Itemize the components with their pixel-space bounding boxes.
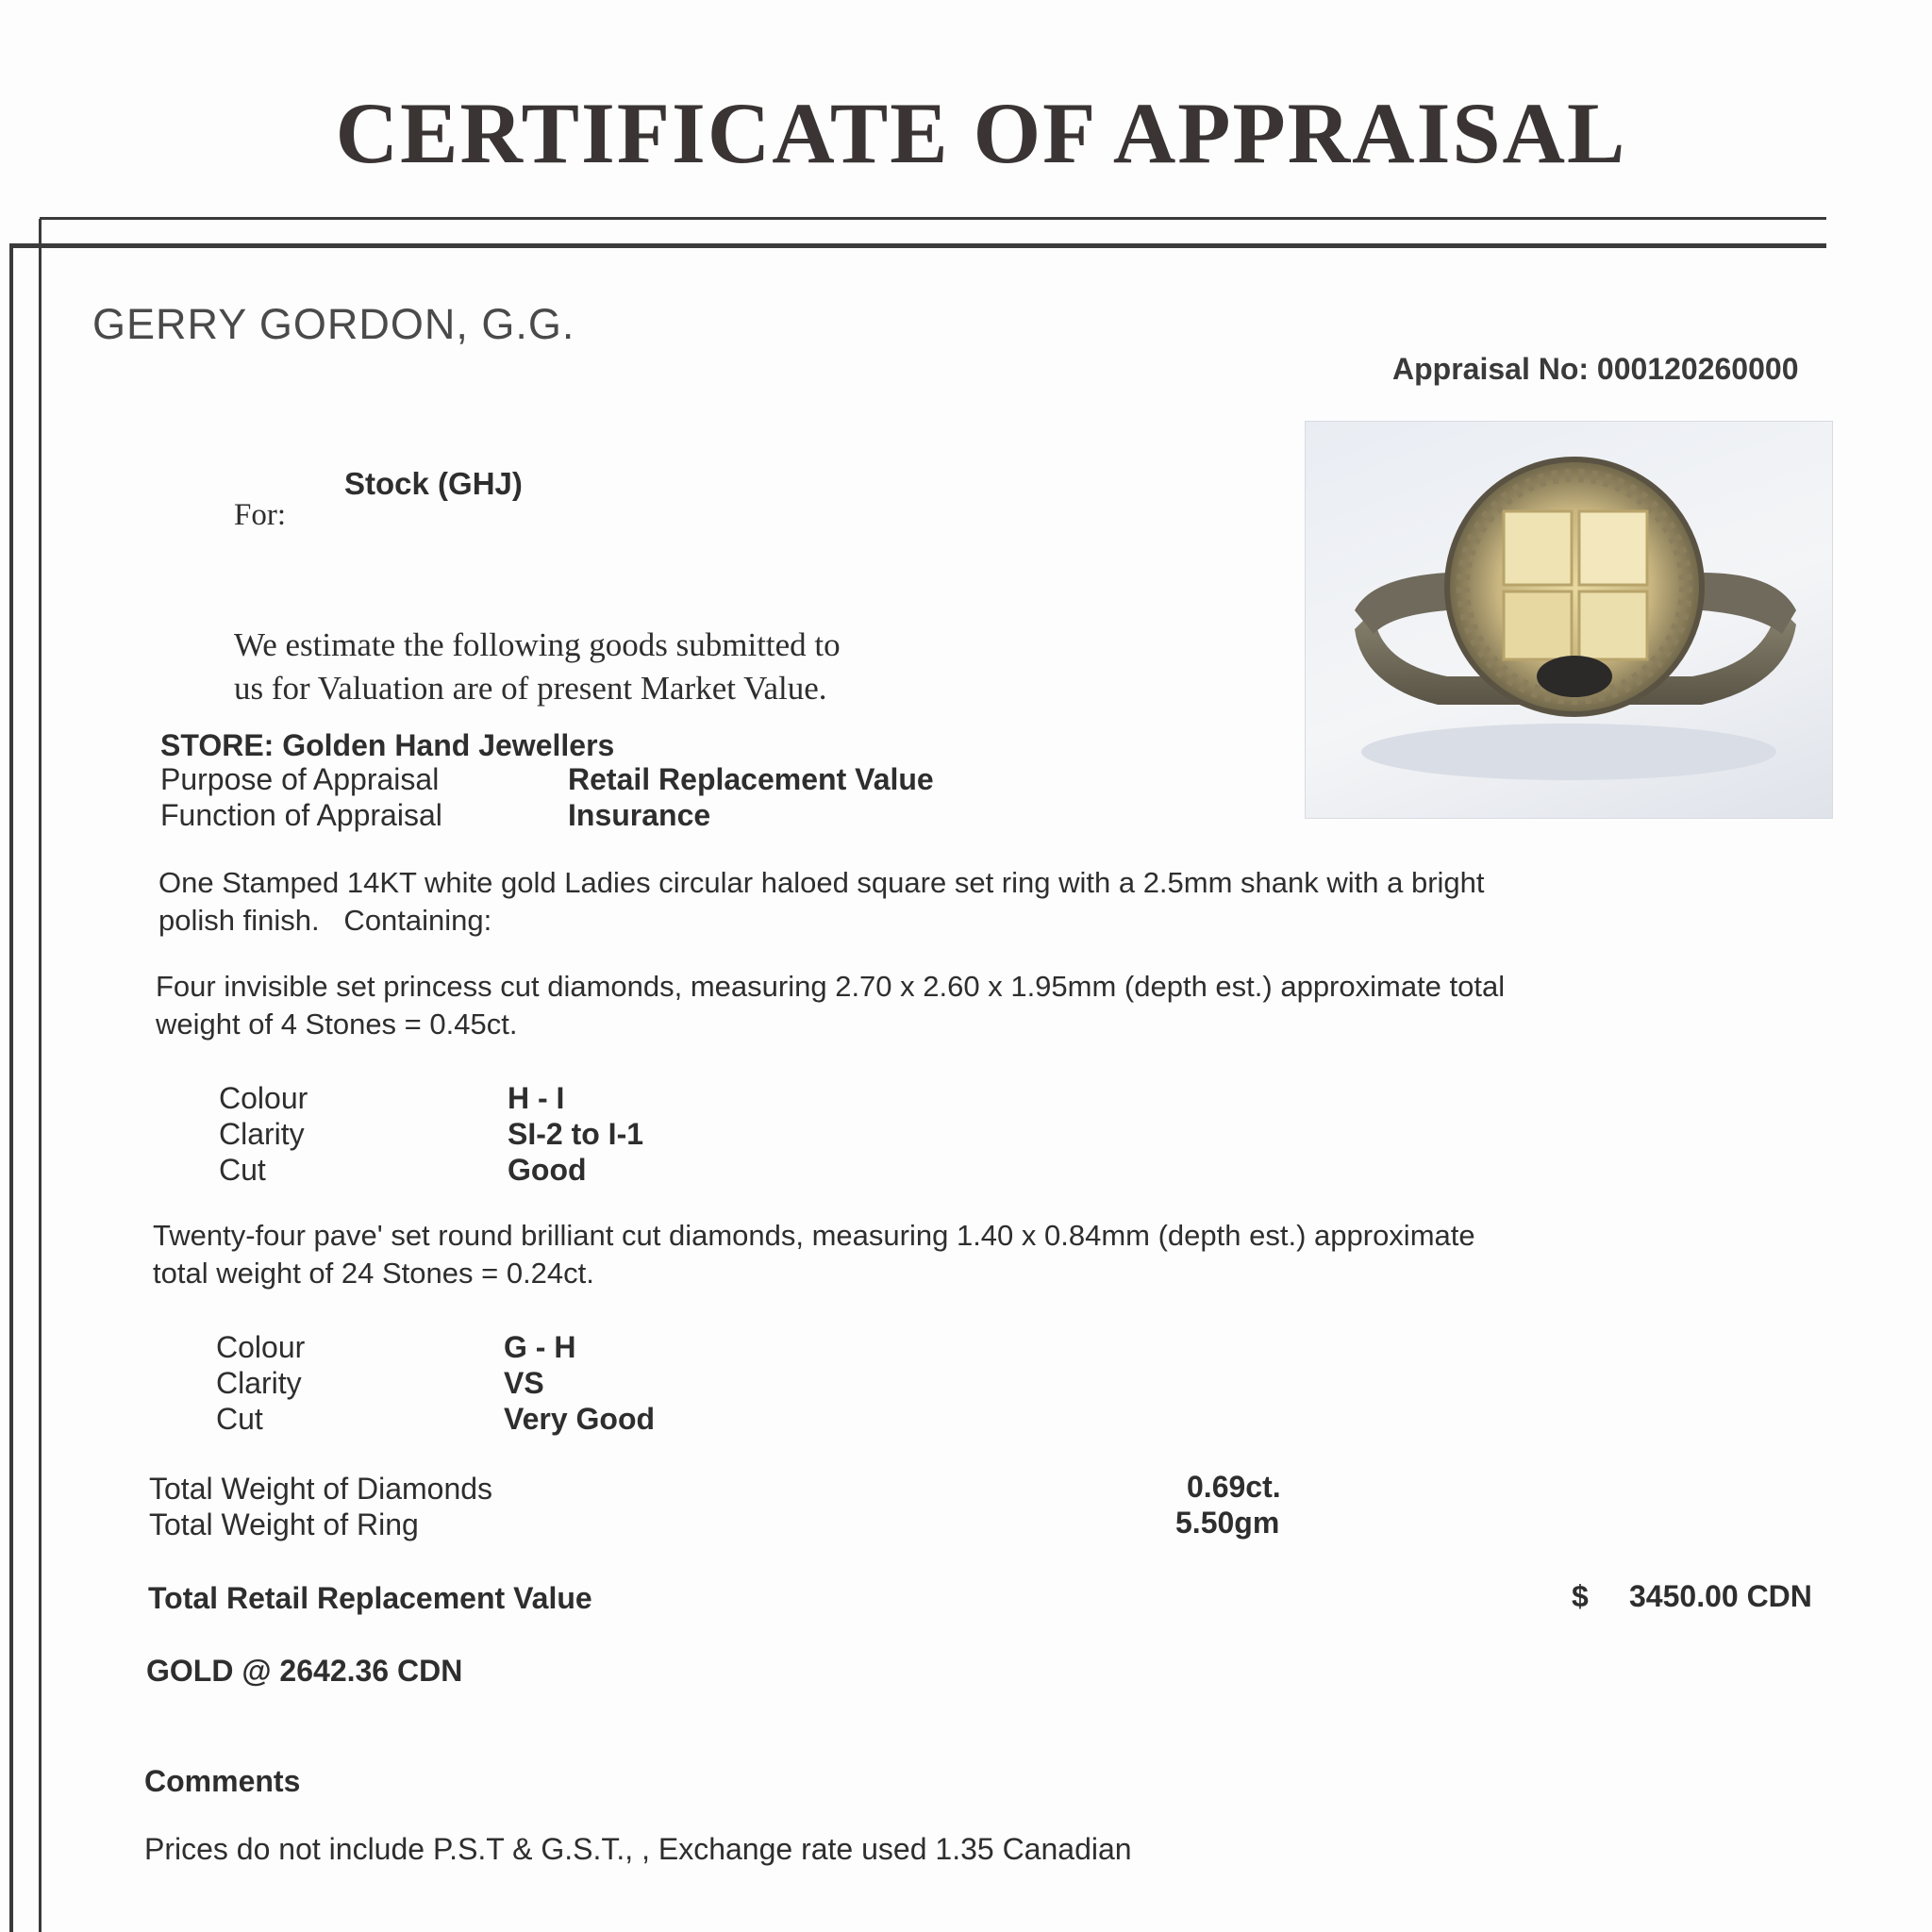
ring-illustration [1306,422,1832,818]
stone-group-1-cut-value: Good [508,1153,587,1187]
stone-group-2-clarity-label: Clarity [216,1366,302,1400]
appraiser-name: GERRY GORDON, G.G. [92,300,575,348]
total-diamonds-label: Total Weight of Diamonds [149,1472,493,1506]
function-value: Insurance [568,798,711,832]
stone-group-2-clarity-value: VS [504,1366,544,1400]
stone-group-2-cut-label: Cut [216,1402,263,1436]
ring-description-line-2: polish finish. Containing: [158,904,492,937]
store-name: STORE: Golden Hand Jewellers [160,728,615,762]
stone-group-1-colour-value: H - I [508,1081,565,1115]
stone-group-1-cut-label: Cut [219,1153,266,1187]
purpose-label: Purpose of Appraisal [160,762,440,796]
comments-heading: Comments [144,1764,301,1798]
stone-group-2-line-1: Twenty-four pave' set round brilliant cut diamonds, measuring 1.40 x 0.84mm (depth est.) approximate [153,1219,1475,1252]
comments-text: Prices do not include P.S.T & G.S.T., , Exchange rate used 1.35 Canadian [144,1832,1132,1866]
estimate-line-2: us for Valuation are of present Market Value. [234,670,827,707]
stone-group-1-clarity-value: SI-2 to I-1 [508,1117,644,1151]
ring-photo [1305,421,1833,819]
function-label: Function of Appraisal [160,798,442,832]
stone-group-1-line-2: weight of 4 Stones = 0.45ct. [156,1008,518,1041]
purpose-value: Retail Replacement Value [568,762,934,796]
stone-group-2-colour-value: G - H [504,1330,576,1364]
left-rule-inner [39,219,42,1932]
retail-value-amount: 3450.00 CDN [1629,1579,1812,1613]
stone-group-2-line-2: total weight of 24 Stones = 0.24ct. [153,1257,594,1290]
total-ring-label: Total Weight of Ring [149,1507,419,1541]
stone-group-2-cut-value: Very Good [504,1402,656,1436]
appraisal-number: Appraisal No: 000120260000 [1392,352,1799,386]
top-rule-thick [9,243,1826,248]
document-title: CERTIFICATE OF APPRAISAL [335,85,1627,181]
total-ring-value: 5.50gm [1175,1506,1280,1540]
stone-group-1-colour-label: Colour [219,1081,308,1115]
stone-group-1-clarity-label: Clarity [219,1117,305,1151]
retail-value-currency: $ [1572,1579,1589,1613]
client-name: Stock (GHJ) [344,466,523,501]
estimate-line-1: We estimate the following goods submitted to [234,626,841,663]
left-rule-outer [9,243,13,1932]
top-rule-thin [40,217,1826,220]
stone-group-2-colour-label: Colour [216,1330,306,1364]
ring-description-line-1: One Stamped 14KT white gold Ladies circular haloed square set ring with a 2.5mm shank with a bright [158,866,1485,899]
total-diamonds-value: 0.69ct. [1187,1470,1281,1504]
gold-price: GOLD @ 2642.36 CDN [146,1654,463,1688]
for-label: For: [234,498,287,532]
retail-value-label: Total Retail Replacement Value [148,1581,592,1615]
stone-group-1-line-1: Four invisible set princess cut diamonds, measuring 2.70 x 2.60 x 1.95mm (depth est.) approximate total [156,970,1506,1003]
